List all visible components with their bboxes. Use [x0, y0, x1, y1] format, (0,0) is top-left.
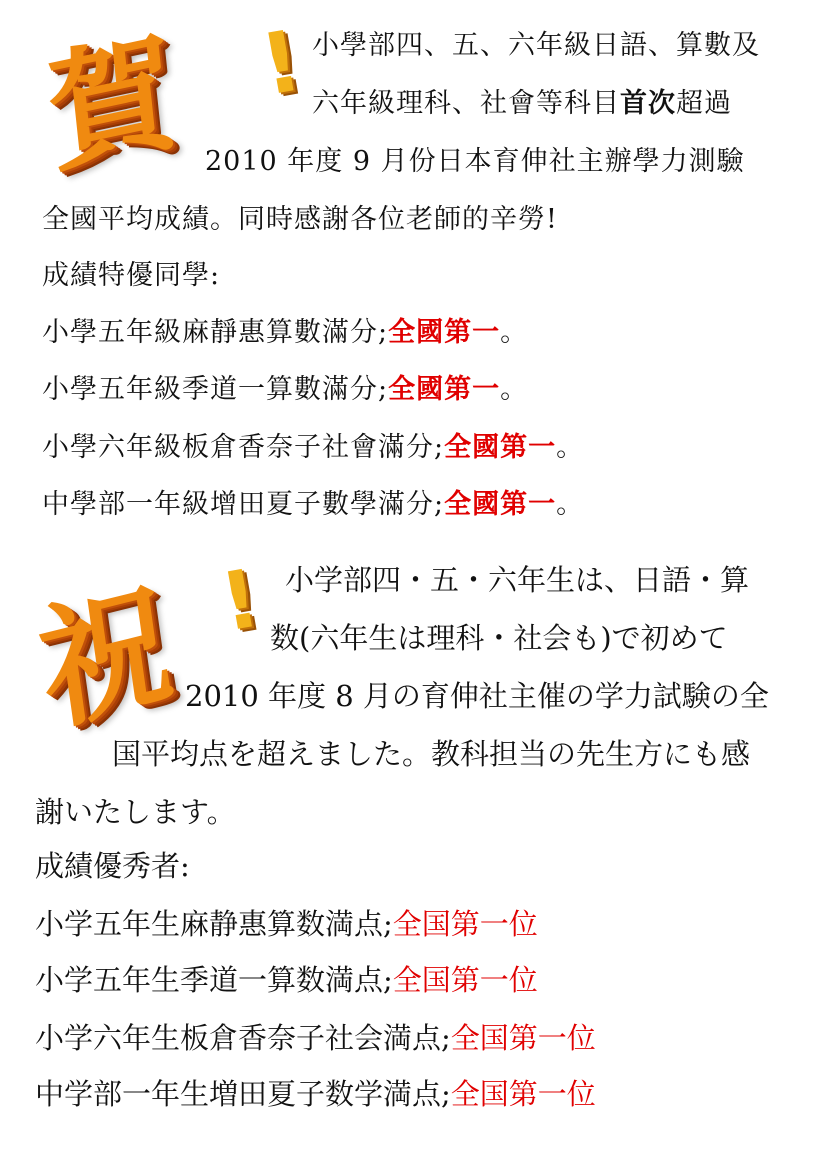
intro-line-2 [312, 86, 732, 122]
award-row [35, 1020, 596, 1056]
award-rank: 全国第一位 [450, 1021, 596, 1055]
award-end: 。 [556, 432, 585, 463]
award-row [42, 372, 528, 408]
award-row [42, 487, 584, 523]
intro-line-5: 謝いたします。 [35, 795, 236, 829]
award-text: 小學五年級季道一算數滿分; [42, 374, 389, 405]
intro-first-time: 首次 [620, 88, 676, 119]
congratulations-he-graphic: 賀 [41, 16, 183, 193]
award-rank: 全国第一位 [450, 1077, 596, 1111]
award-text: 中學部一年級增田夏子數學滿分; [42, 489, 445, 520]
award-row [35, 906, 538, 942]
award-text: 小学六年生板倉香奈子社会満点; [35, 1021, 451, 1055]
intro-line-4: 全國平均成績。同時感謝各位老師的辛勞! [42, 204, 558, 235]
intro-line-1: 小學部四、五、六年級日語、算數及 [312, 30, 760, 61]
award-rank: 全國第一 [444, 432, 557, 463]
award-text: 小学五年生季道一算数満点; [35, 963, 393, 997]
celebration-iwai-graphic: 祝 [31, 566, 181, 752]
award-row [35, 1076, 596, 1112]
exclamation-icon: ! [214, 551, 267, 650]
award-text: 小學六年級板倉香奈子社會滿分; [42, 432, 445, 463]
intro-line-2a: 六年級理科、社會等科目 [312, 88, 620, 119]
award-row [42, 430, 584, 466]
award-rank: 全国第一位 [392, 907, 538, 941]
awards-heading: 成績特優同學: [42, 260, 221, 291]
award-row [42, 315, 528, 351]
award-rank: 全国第一位 [392, 963, 538, 997]
award-end: 。 [500, 374, 529, 405]
award-text: 小学五年生麻静惠算数満点; [35, 907, 393, 941]
intro-line-3: 2010 年度 8 月の育伸社主催の学力試験の全 [185, 679, 769, 713]
award-text: 小學五年級麻靜惠算數滿分; [42, 317, 389, 348]
award-rank: 全國第一 [388, 374, 501, 405]
intro-line-1: 小学部四・五・六年生は、日語・算 [285, 563, 750, 597]
award-row [35, 962, 538, 998]
award-end: 。 [556, 489, 585, 520]
award-rank: 全國第一 [444, 489, 557, 520]
intro-line-3: 2010 年度 9 月份日本育伸社主辦學力測驗 [205, 146, 745, 177]
award-text: 中学部一年生増田夏子数学満点; [35, 1077, 451, 1111]
intro-line-2b: 超過 [676, 88, 732, 119]
intro-line-4: 国平均点を超えました。教科担当の先生方にも感 [112, 737, 751, 771]
award-rank: 全國第一 [388, 317, 501, 348]
awards-heading: 成績優秀者: [35, 849, 190, 883]
award-end: 。 [500, 317, 529, 348]
intro-line-2: 数(六年生は理科・社会も)で初めて [270, 621, 728, 655]
exclamation-icon: ! [253, 11, 309, 115]
